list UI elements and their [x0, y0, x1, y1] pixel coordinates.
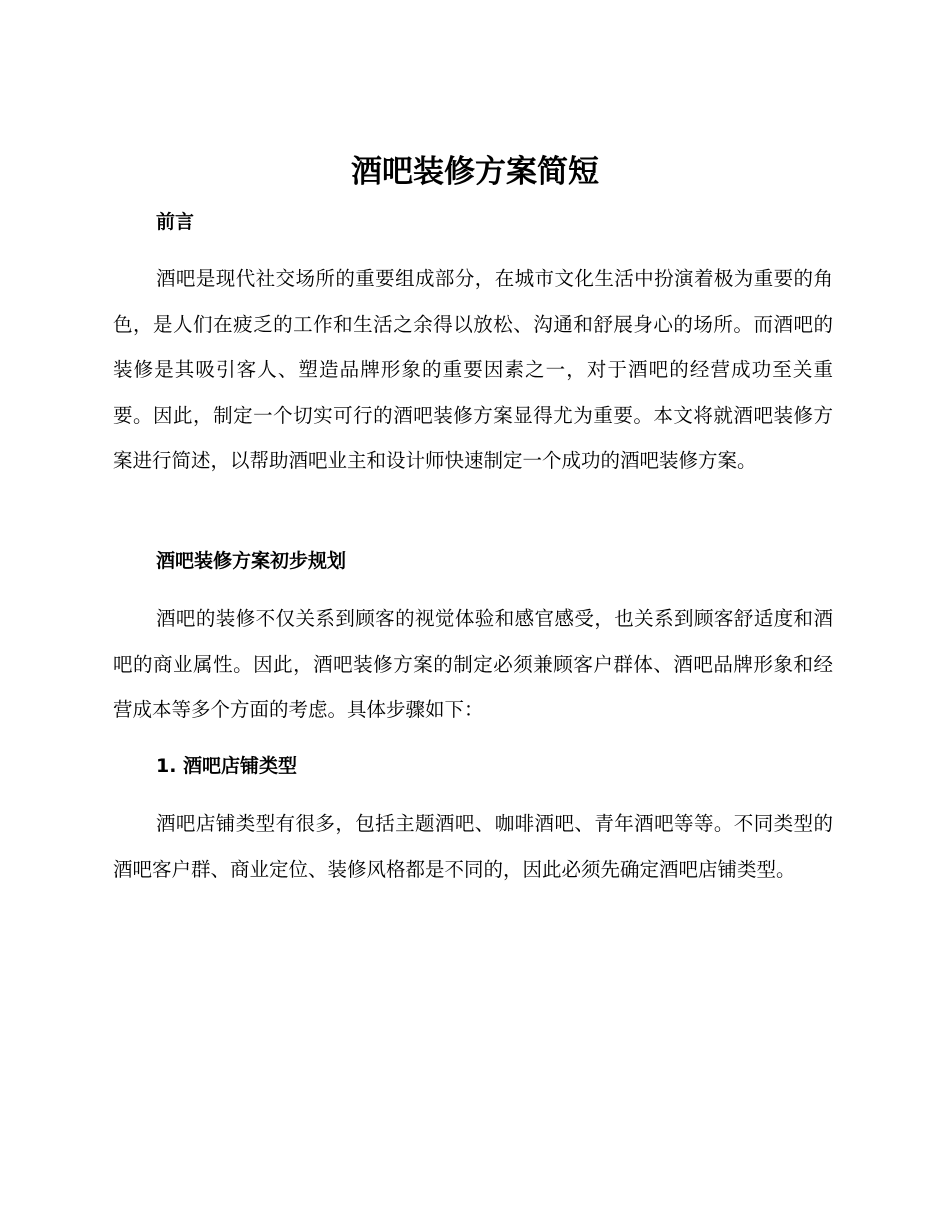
section-heading-initial-plan: 酒吧装修方案初步规划 [156, 550, 347, 572]
section-heading-store-type: 1. 酒吧店铺类型 [156, 755, 298, 777]
section-heading-preface: 前言 [156, 211, 195, 233]
section-paragraph-store-type: 酒吧店铺类型有很多，包括主题酒吧、咖啡酒吧、青年酒吧等等。不同类型的酒吧客户群、商业定位、装修风格都是不同的，因此必须先确定酒吧店铺类型。 [113, 812, 833, 881]
section-paragraph-initial-plan: 酒吧的装修不仅关系到顾客的视觉体验和感官感受，也关系到顾客舒适度和酒吧的商业属性。因此，酒吧装修方案的制定必须兼顾客户群体、酒吧品牌形象和经营成本等多个方面的考虑。具体步骤如下： [113, 607, 833, 721]
section-paragraph-preface: 酒吧是现代社交场所的重要组成部分，在城市文化生活中扮演着极为重要的角色，是人们在疲乏的工作和生活之余得以放松、沟通和舒展身心的场所。而酒吧的装修是其吸引客人、塑造品牌形象的重要因素之一，对于酒吧的经营成功至关重要。因此，制定一个切实可行的酒吧装修方案显得尤为重要。本文将就酒吧装修方案进行简述，以帮助酒吧业主和设计师快速制定一个成功的酒吧装修方案。 [113, 267, 833, 472]
page-title: 酒吧装修方案简短 [351, 154, 599, 190]
